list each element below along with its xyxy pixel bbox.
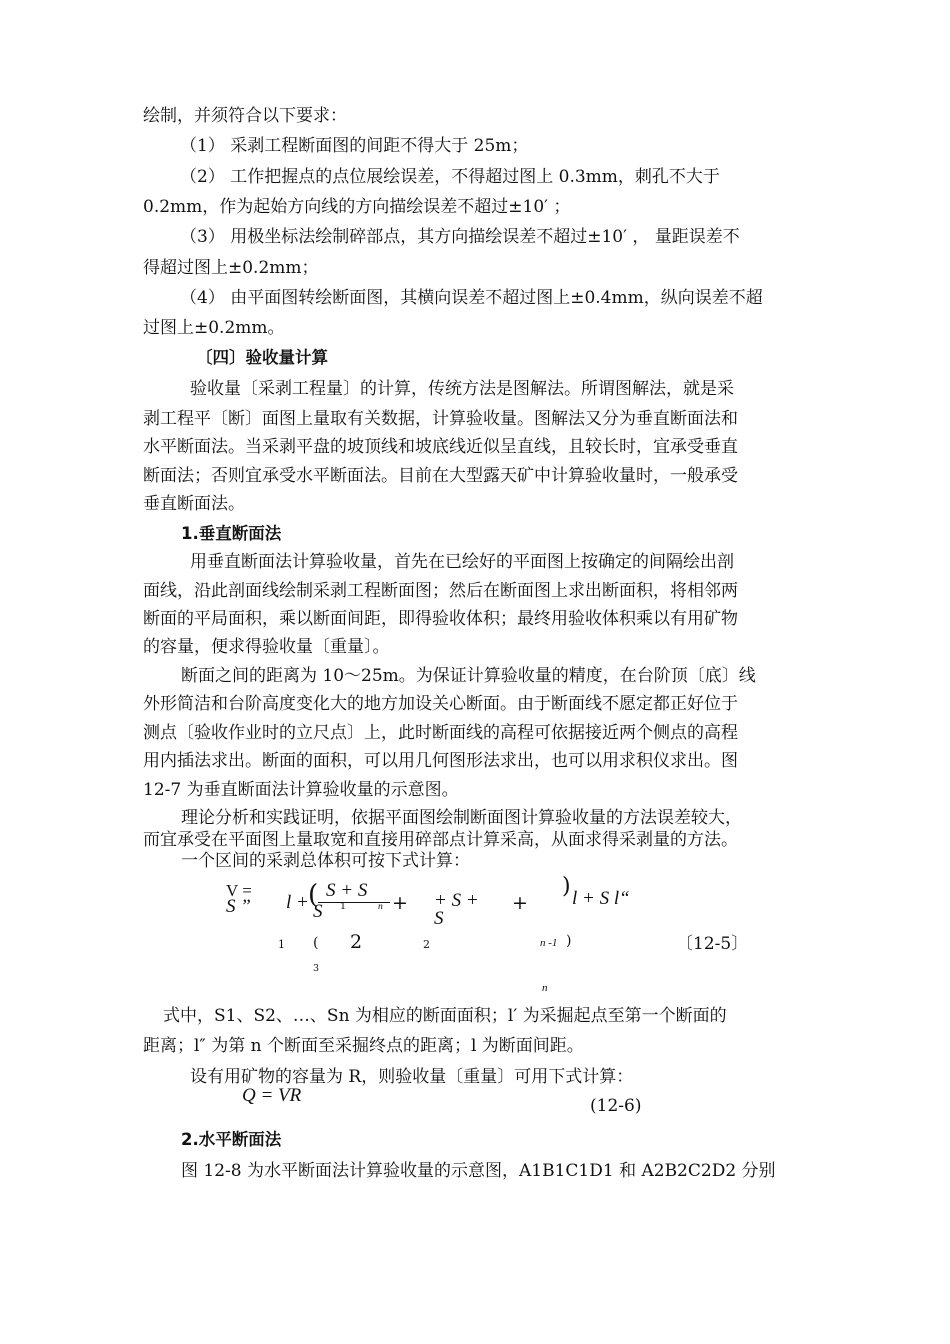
- text-line: 用内插法求出。断面的面积，可以用几何图形法求出，也可以用求积仪求出。图: [143, 751, 738, 771]
- text-line: （2） 工作把握点的点位展绘误差，不得超过图上 0.3mm，刺孔不大于: [180, 167, 720, 187]
- formula-number-12-5: 〔12-5〕: [676, 934, 749, 954]
- text-line: 测点〔验收作业时的立尺点〕上，此时断面线的高程可依据接近两个侧点的高程: [143, 723, 738, 743]
- text-line: 图 12-8 为水平断面法计算验收量的示意图，A1B1C1D1 和 A2B2C2D2 分别: [181, 1161, 776, 1181]
- text-line: 用垂直断面法计算验收量，首先在已绘好的平面图上按确定的间隔绘出剖: [190, 552, 734, 572]
- formula-s-denominator: S: [313, 901, 323, 922]
- text-line: 垂直断面法。: [143, 494, 245, 514]
- text-line: （4） 由平面图转绘断面图，其横向误差不超过图上±0.4mm，纵向误差不超: [180, 288, 763, 308]
- subsection-heading: 1.垂直断面法: [181, 524, 282, 543]
- text-line: 过图上±0.2mm。: [143, 318, 285, 338]
- formula-row2-paren: (: [313, 935, 319, 951]
- text-line: 理论分析和实践证明，依据平面图绘制断面图计算验收量的方法误差较大，: [181, 808, 742, 828]
- formula-s-lower: S: [434, 908, 444, 929]
- formula-row2-two: 2: [350, 931, 363, 953]
- text-line: 验收量〔采剥工程量〕的计算，传统方法是图解法。所谓图解法，就是采: [190, 379, 734, 399]
- text-line: 的容量，便求得验收量〔重量〕。: [143, 637, 390, 657]
- text-line: 面线，沿此剖面线绘制采剥工程断面图；然后在断面图上求出断面积，将相邻两: [143, 581, 738, 601]
- formula-number-12-6: (12-6): [590, 1096, 642, 1116]
- text-line: 设有用矿物的容量为 R，则验收量〔重量〕可用下式计算：: [190, 1067, 634, 1087]
- formula-row4-n: n: [542, 982, 548, 994]
- formula-row2-sub2: 2: [423, 938, 430, 951]
- formula-v-eq: V =: [226, 881, 252, 900]
- formula-sub-1: 1: [340, 901, 347, 912]
- formula-row3-sub3: 3: [313, 963, 320, 974]
- formula-plus-c: +: [512, 892, 528, 914]
- text-line: 外形简洁和台阶高度变化大的地方加设关心断面。由于断面线不愿定都正好位于: [143, 694, 738, 714]
- formula-paren-close: ): [562, 874, 571, 899]
- formula-tail: l + S l“: [572, 888, 630, 909]
- formula-row2-paren2: ): [566, 933, 572, 949]
- formula-s-quote: S ”: [226, 896, 251, 917]
- text-line: 一个区间的采剥总体积可按下式计算：: [181, 851, 470, 871]
- section-heading: 〔四〕验收量计算: [196, 348, 328, 367]
- text-line: （3） 用极坐标法绘制碎部点，其方向描绘误差不超过±10′ ， 量距误差不: [180, 227, 740, 247]
- text-line: （1） 采剥工程断面图的间距不得大于 25m；: [180, 136, 529, 156]
- text-line: 式中，S1、S2、…、Sn 为相应的断面面积；l′ 为采掘起点至第一个断面的: [163, 1006, 727, 1026]
- text-line: 得超过图上±0.2mm；: [143, 258, 319, 278]
- text-line: 而宜承受在平面图上量取宽和直接用碎部点计算采高，从面求得采剥量的方法。: [143, 830, 738, 850]
- formula-l-plus: l +: [286, 892, 309, 913]
- formula-paren-open: (: [308, 880, 319, 910]
- formula-12-6: Q = VR: [242, 1085, 302, 1106]
- formula-plus-s: + S +: [434, 890, 479, 911]
- formula-sub-n: n: [378, 902, 383, 912]
- text-line: 0.2mm，作为起始方向线的方向描绘误差不超过±10′ ；: [143, 197, 571, 217]
- text-line: 断面之间的距离为 10～25m。为保证计算验收量的精度，在台阶顶〔底〕线: [181, 666, 756, 686]
- text-line: 断面法；否则宜承受水平断面法。目前在大型露天矿中计算验收量时，一般承受: [143, 466, 738, 486]
- formula-s-plus-s: S + S: [326, 880, 368, 901]
- formula-row2-n1: n -1: [540, 937, 558, 949]
- text-line: 12-7 为垂直断面法计算验收量的示意图。: [143, 780, 459, 800]
- formula-row2-sub1: 1: [278, 938, 285, 951]
- text-line: 绘制，并须符合以下要求：: [143, 106, 347, 126]
- subsection-heading: 2.水平断面法: [181, 1130, 282, 1149]
- formula-plus-a: +: [392, 892, 408, 914]
- text-line: 断面的平局面积，乘以断面间距，即得验收体积；最终用验收体积乘以有用矿物: [143, 609, 738, 629]
- text-line: 水平断面法。当采剥平盘的坡顶线和坡底线近似呈直线，且较长时，宜承受垂直: [143, 437, 738, 457]
- text-line: 剥工程平〔断〕面图上量取有关数据，计算验收量。图解法又分为垂直断面法和: [143, 409, 738, 429]
- text-line: 距离；l″ 为第 n 个断面至采掘终点的距离；l 为断面间距。: [143, 1036, 584, 1056]
